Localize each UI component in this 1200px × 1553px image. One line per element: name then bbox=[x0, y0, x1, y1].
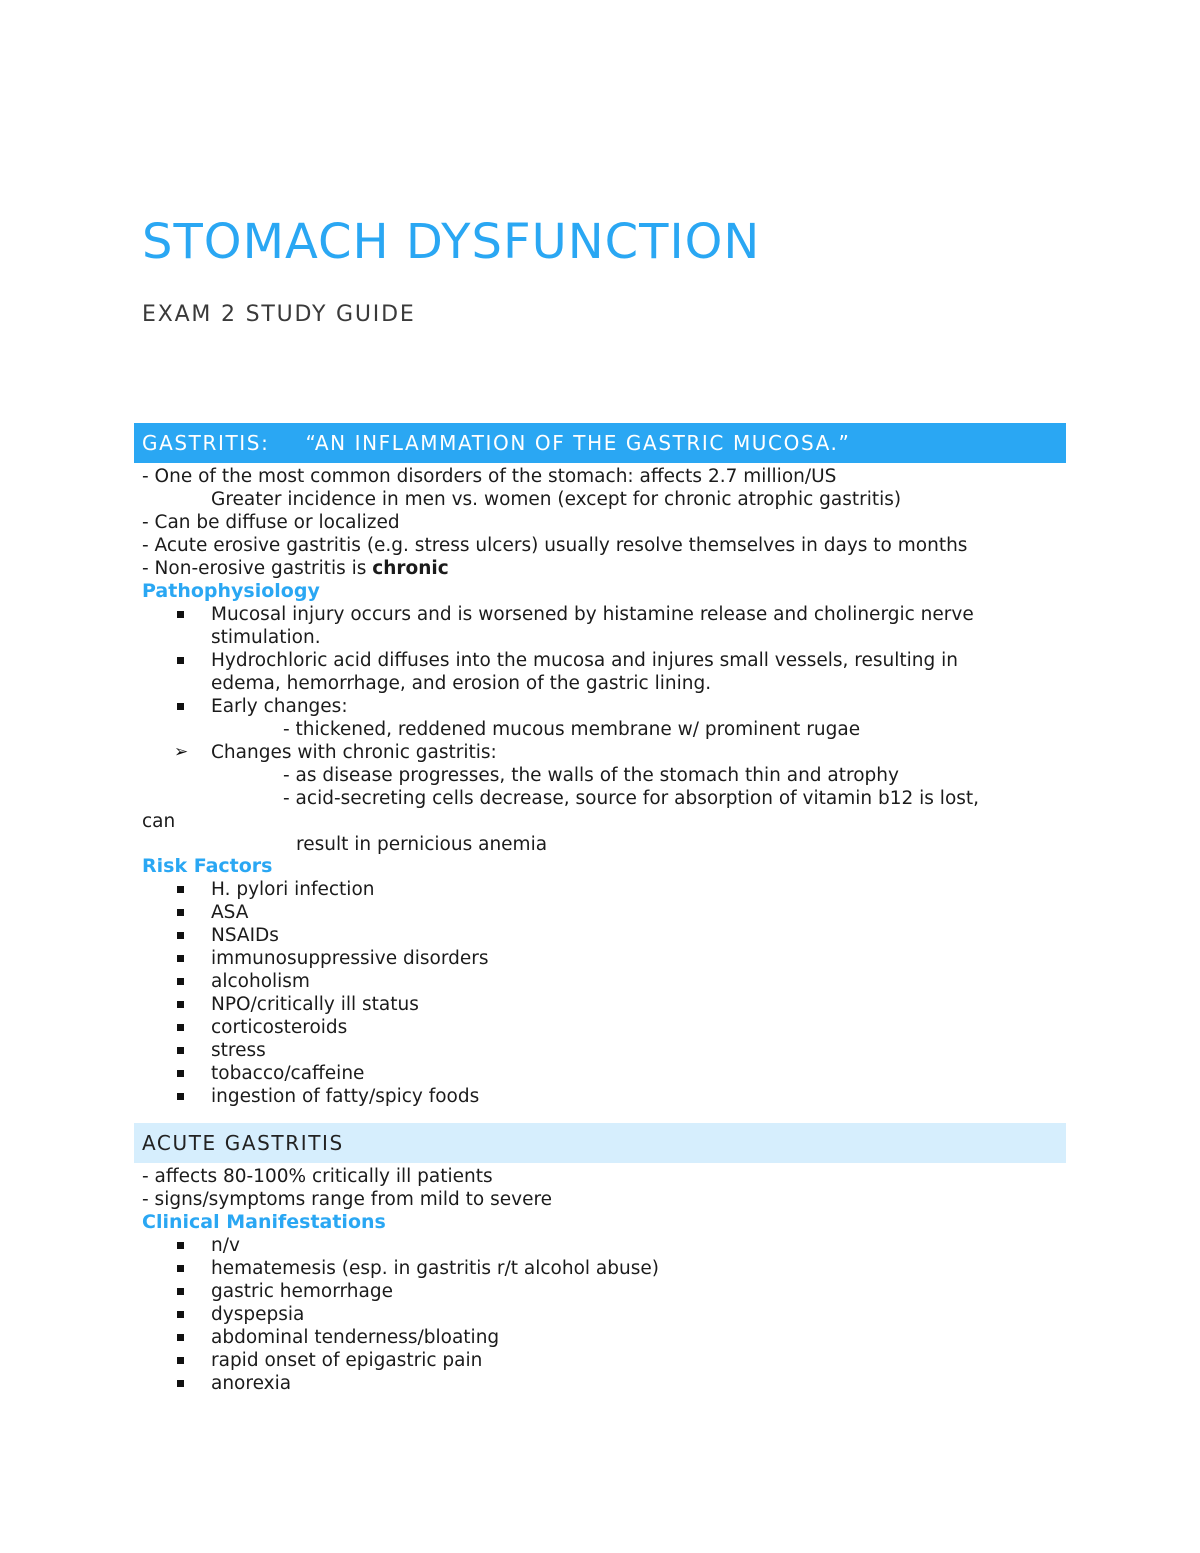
risk-factor-item: alcoholism bbox=[211, 971, 310, 992]
gastritis-intro-line: - One of the most common disorders of the stomach: affects 2.7 million/US bbox=[142, 466, 837, 487]
non-erosive-line bbox=[142, 557, 449, 580]
bullet-square-icon bbox=[177, 1001, 184, 1008]
manifestation-item: gastric hemorrhage bbox=[211, 1281, 393, 1302]
bullet-square-icon bbox=[177, 1070, 184, 1077]
bullet-square-icon bbox=[177, 1357, 184, 1364]
patho-bullet-text: Early changes: bbox=[211, 696, 348, 717]
risk-factor-item: NSAIDs bbox=[211, 925, 279, 946]
patho-wrap-text: can bbox=[142, 811, 176, 832]
patho-sub-text: result in pernicious anemia bbox=[296, 834, 548, 855]
bullet-square-icon bbox=[177, 657, 184, 664]
bullet-square-icon bbox=[177, 1093, 184, 1100]
patho-bullet-text: Mucosal injury occurs and is worsened by histamine release and cholinergic nerve bbox=[211, 604, 974, 625]
bullet-square-icon bbox=[177, 978, 184, 985]
patho-bullet-text: Changes with chronic gastritis: bbox=[211, 742, 497, 763]
manifestation-item: hematemesis (esp. in gastritis r/t alcohol abuse) bbox=[211, 1258, 659, 1279]
bullet-square-icon bbox=[177, 1024, 184, 1031]
bullet-square-icon bbox=[177, 611, 184, 618]
risk-factor-item: stress bbox=[211, 1040, 266, 1061]
bullet-square-icon bbox=[177, 955, 184, 962]
patho-sub-text: - acid-secreting cells decrease, source for absorption of vitamin b12 is lost, bbox=[283, 788, 980, 809]
patho-sub-text: - thickened, reddened mucous membrane w/ prominent rugae bbox=[283, 719, 861, 740]
non-erosive-bold: chronic bbox=[372, 558, 449, 579]
bullet-square-icon bbox=[177, 1334, 184, 1341]
document-title: STOMACH DYSFUNCTION bbox=[142, 214, 761, 270]
acute-gastritis-banner: ACUTE GASTRITIS bbox=[134, 1123, 1066, 1163]
gastritis-intro-line: - Can be diffuse or localized bbox=[142, 512, 400, 533]
non-erosive-text: - Non-erosive gastritis is bbox=[142, 558, 373, 579]
manifestation-item: anorexia bbox=[211, 1373, 292, 1394]
patho-sub-text: - as disease progresses, the walls of the stomach thin and atrophy bbox=[283, 765, 899, 786]
document-subtitle: EXAM 2 STUDY GUIDE bbox=[142, 302, 416, 327]
bullet-square-icon bbox=[177, 909, 184, 916]
risk-factor-item: immunosuppressive disorders bbox=[211, 948, 489, 969]
gastritis-banner bbox=[134, 423, 1066, 463]
acute-intro-line: - affects 80-100% critically ill patients bbox=[142, 1166, 493, 1187]
gastritis-intro-line: - Acute erosive gastritis (e.g. stress ulcers) usually resolve themselves in days to months bbox=[142, 535, 968, 556]
pathophysiology-heading: Pathophysiology bbox=[142, 580, 320, 602]
arrow-bullet-icon: ➢ bbox=[174, 742, 189, 762]
manifestation-item: n/v bbox=[211, 1235, 240, 1256]
risk-factor-item: tobacco/caffeine bbox=[211, 1063, 365, 1084]
clinical-manifestations-heading: Clinical Manifestations bbox=[142, 1211, 386, 1233]
risk-factor-item: ASA bbox=[211, 902, 249, 923]
manifestation-item: dyspepsia bbox=[211, 1304, 305, 1325]
bullet-square-icon bbox=[177, 1242, 184, 1249]
manifestation-item: rapid onset of epigastric pain bbox=[211, 1350, 483, 1371]
bullet-square-icon bbox=[177, 932, 184, 939]
manifestation-item: abdominal tenderness/bloating bbox=[211, 1327, 500, 1348]
risk-factor-item: NPO/critically ill status bbox=[211, 994, 419, 1015]
risk-factors-heading: Risk Factors bbox=[142, 855, 273, 877]
risk-factor-item: ingestion of fatty/spicy foods bbox=[211, 1086, 480, 1107]
bullet-square-icon bbox=[177, 1265, 184, 1272]
patho-bullet-text: edema, hemorrhage, and erosion of the gastric lining. bbox=[211, 673, 712, 694]
patho-bullet-text: Hydrochloric acid diffuses into the mucosa and injures small vessels, resulting in bbox=[211, 650, 958, 671]
bullet-square-icon bbox=[177, 1288, 184, 1295]
bullet-square-icon bbox=[177, 703, 184, 710]
acute-intro-line: - signs/symptoms range from mild to severe bbox=[142, 1189, 553, 1210]
gastritis-intro-line: Greater incidence in men vs. women (except for chronic atrophic gastritis) bbox=[211, 489, 902, 510]
patho-bullet-text: stimulation. bbox=[211, 627, 321, 648]
gastritis-banner-definition: “AN INFLAMMATION OF THE GASTRIC MUCOSA.” bbox=[305, 431, 851, 455]
gastritis-banner-label: GASTRITIS: bbox=[142, 431, 270, 455]
risk-factor-item: H. pylori infection bbox=[211, 879, 375, 900]
bullet-square-icon bbox=[177, 1380, 184, 1387]
bullet-square-icon bbox=[177, 1311, 184, 1318]
bullet-square-icon bbox=[177, 1047, 184, 1054]
risk-factor-item: corticosteroids bbox=[211, 1017, 348, 1038]
bullet-square-icon bbox=[177, 886, 184, 893]
